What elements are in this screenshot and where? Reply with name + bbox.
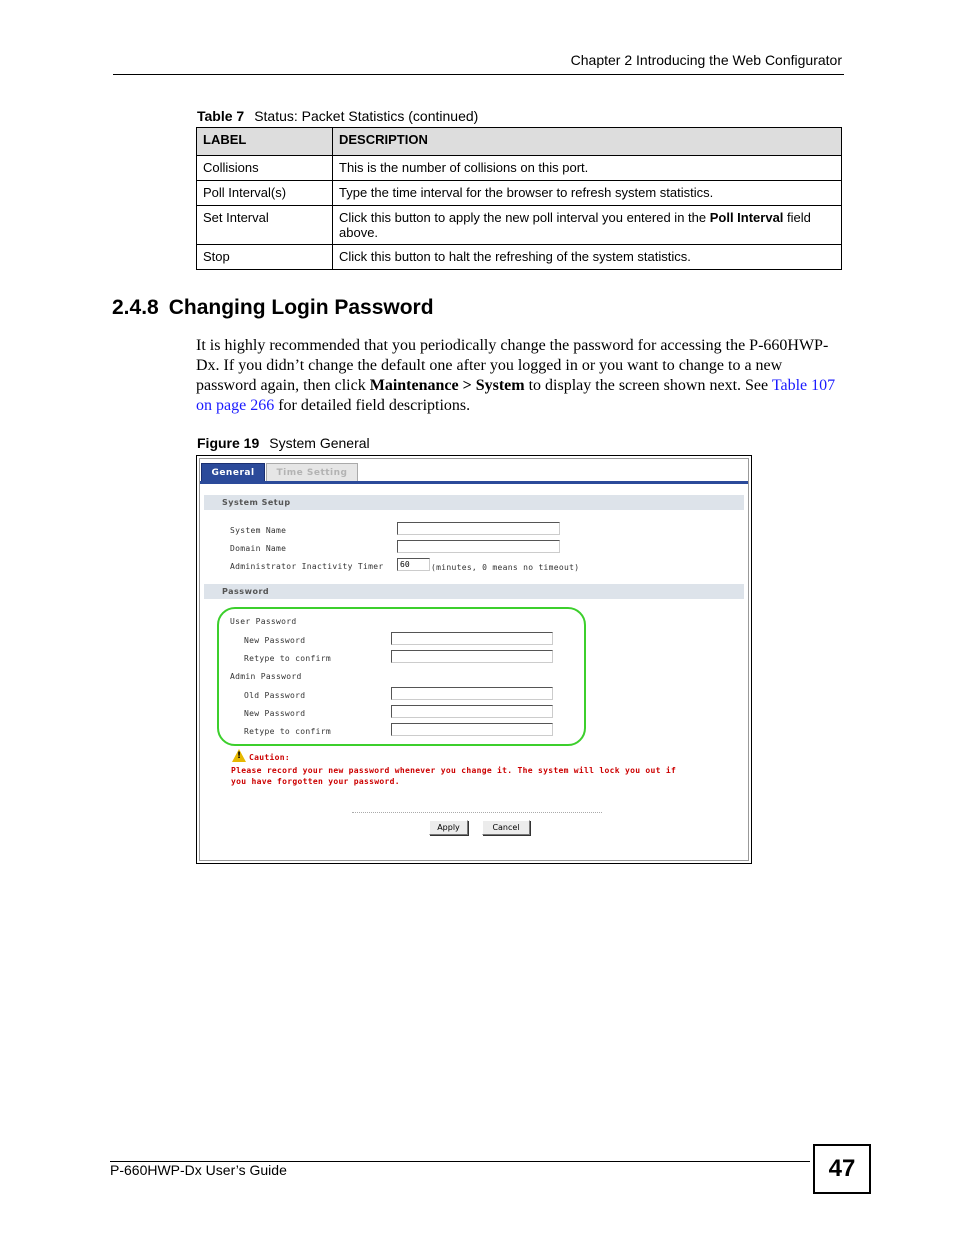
figure-caption-label: Figure 19 — [197, 435, 260, 451]
paragraph-text-1: It is highly recommended that you periodically change the password for accessing the P-660HWP-Dx. If you didn’t change the default one after you logged in or you want to change to a new password again, then click — [196, 337, 829, 394]
body-paragraph — [196, 336, 846, 416]
domain-name-input[interactable] — [397, 540, 560, 553]
tab-general[interactable]: General — [201, 463, 265, 482]
caution-line-1: Please record your new password whenever you change it. The system will lock you out if — [231, 766, 677, 775]
admin-retype-label: Retype to confirm — [244, 727, 331, 736]
password-bar: Password — [204, 584, 744, 599]
tab-underline — [200, 481, 748, 484]
system-name-input[interactable] — [397, 522, 560, 535]
system-setup-bar: System Setup — [204, 495, 744, 510]
user-retype-label: Retype to confirm — [244, 654, 331, 663]
page-number: 47 — [813, 1144, 871, 1194]
row-description — [333, 206, 842, 245]
header-rule — [113, 74, 844, 75]
paragraph-text-3: for detailed field descriptions. — [274, 397, 471, 414]
caution-title: Caution: — [249, 753, 290, 762]
user-retype-input[interactable] — [391, 650, 553, 663]
caution-line-2: you have forgotten your password. — [231, 777, 400, 786]
domain-name-label: Domain Name — [230, 544, 287, 553]
section-heading — [112, 296, 434, 320]
cancel-button[interactable]: Cancel — [482, 820, 530, 835]
row-description-end: field above. — [339, 210, 811, 240]
table-header-row — [197, 128, 842, 156]
user-new-password-input[interactable] — [391, 632, 553, 645]
running-header: Chapter 2 Introducing the Web Configurator — [570, 52, 842, 68]
inactivity-timer-hint: (minutes, 0 means no timeout) — [431, 563, 580, 572]
figure-caption-text: System General — [269, 435, 370, 451]
row-description-bold: Poll Interval — [709, 210, 784, 225]
row-label: Collisions — [197, 156, 333, 181]
system-name-label: System Name — [230, 526, 287, 535]
row-description: Click this button to halt the refreshing of the system statistics. — [333, 245, 842, 270]
table-row — [197, 206, 842, 245]
system-general-screenshot — [196, 455, 752, 864]
section-number: 2.4.8 — [112, 296, 159, 319]
row-description-start: Click this button to apply the new poll interval you entered in the — [339, 210, 710, 225]
inactivity-timer-label: Administrator Inactivity Timer — [230, 562, 384, 571]
row-label: Set Interval — [197, 206, 333, 245]
table-row — [197, 156, 842, 181]
table-row — [197, 181, 842, 206]
inactivity-timer-input[interactable]: 60 — [397, 558, 430, 571]
admin-new-password-input[interactable] — [391, 705, 553, 718]
table-caption — [197, 108, 478, 124]
admin-new-password-label: New Password — [244, 709, 306, 718]
admin-old-password-label: Old Password — [244, 691, 306, 700]
table-reference-link[interactable]: Table 107 on page 266 — [196, 377, 836, 414]
table-caption-text: Status: Packet Statistics (continued) — [254, 108, 479, 124]
table-caption-label: Table 7 — [197, 108, 245, 124]
row-description: This is the number of collisions on this port. — [333, 156, 842, 181]
column-header-description: DESCRIPTION — [333, 128, 842, 156]
packet-statistics-table — [196, 127, 842, 270]
paragraph-bold-menu: Maintenance > System — [369, 377, 525, 394]
row-description: Type the time interval for the browser to refresh system statistics. — [333, 181, 842, 206]
admin-retype-input[interactable] — [391, 723, 553, 736]
figure-caption — [197, 435, 370, 451]
section-title: Changing Login Password — [168, 296, 434, 319]
paragraph-text-2: to display the screen shown next. See — [524, 377, 772, 394]
row-label: Poll Interval(s) — [197, 181, 333, 206]
row-label: Stop — [197, 245, 333, 270]
admin-password-label: Admin Password — [230, 672, 302, 681]
apply-button[interactable]: Apply — [429, 820, 468, 835]
tab-time-setting[interactable]: Time Setting — [266, 463, 358, 482]
column-header-label: LABEL — [197, 128, 333, 156]
user-password-label: User Password — [230, 617, 297, 626]
admin-old-password-input[interactable] — [391, 687, 553, 700]
config-panel — [199, 458, 749, 861]
button-divider — [352, 812, 602, 813]
warning-icon: ! — [232, 749, 246, 762]
user-new-password-label: New Password — [244, 636, 306, 645]
footer-guide-title: P-660HWP-Dx User’s Guide — [110, 1162, 287, 1178]
table-row — [197, 245, 842, 270]
